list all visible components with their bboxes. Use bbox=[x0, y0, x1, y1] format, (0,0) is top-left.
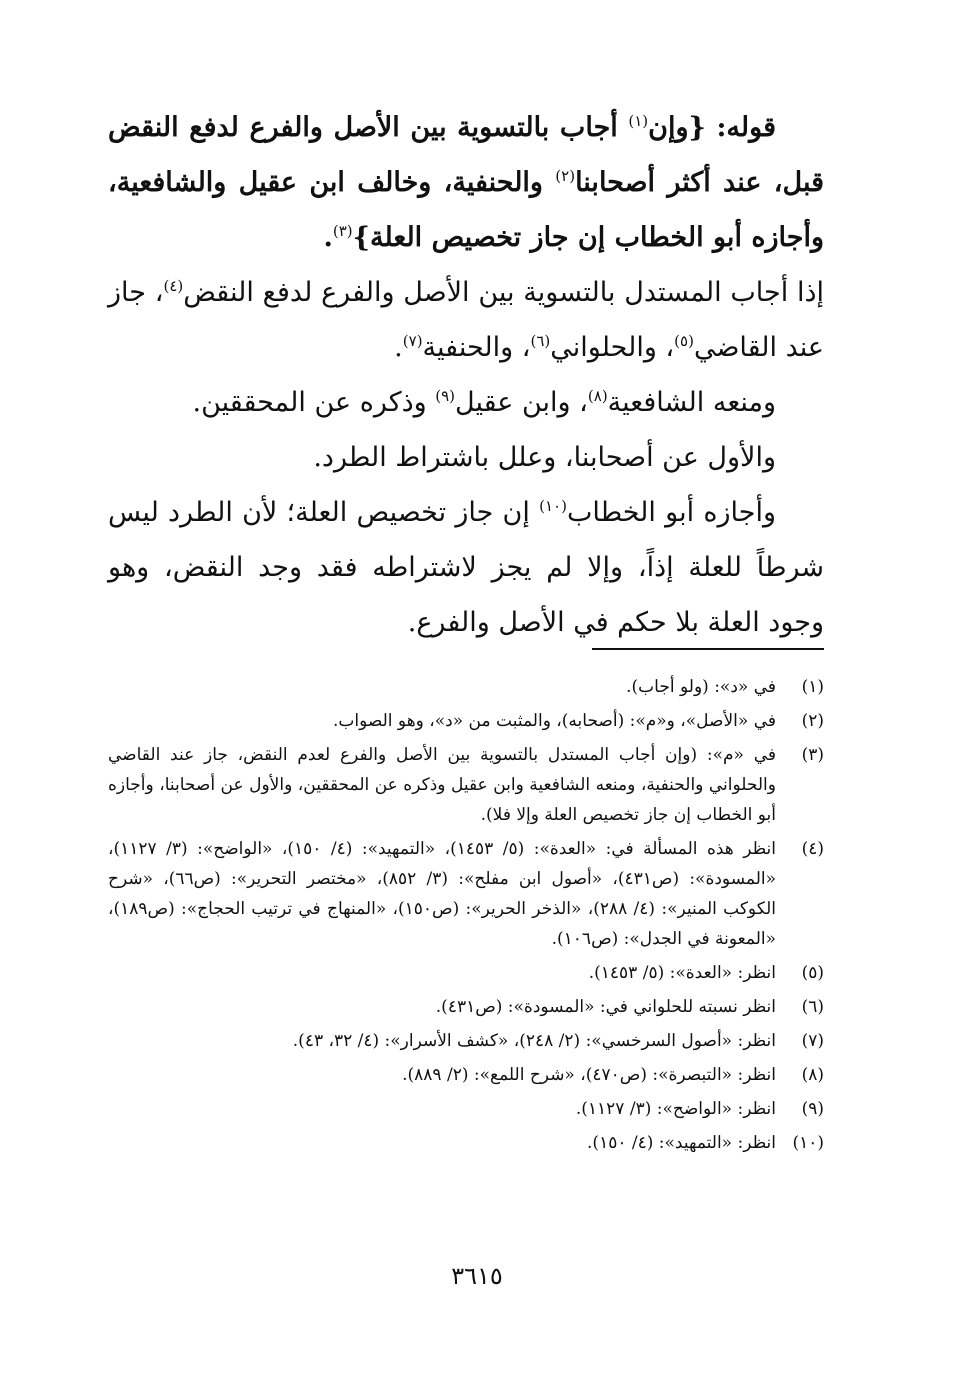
footnote-item bbox=[108, 672, 824, 702]
footnote-text: في «م»: (وإن أجاب المستدل بالتسوية بين الأصل والفرع لعدم النقض، جاز عند القاضي والحلواني والحنفية، ومنعه الشافعية وابن عقيل وذكره عن المحققين، والأول عن أصحابنا، وأجازه أبو الخطاب إن جاز تخصيص العلة وإلا فلا). bbox=[108, 745, 776, 825]
footnote-number: (٥) bbox=[801, 963, 824, 983]
footnote-item bbox=[108, 834, 824, 954]
text-run: ومنعه الشافعية bbox=[607, 387, 776, 418]
footnote-ref[interactable]: (٣) bbox=[332, 222, 353, 240]
footnote-text: في «د»: (ولو أجاب). bbox=[626, 677, 776, 697]
first-opinion-paragraph: والأول عن أصحابنا، وعلل باشتراط الطرد. bbox=[313, 442, 776, 473]
text-run: ، والحلواني bbox=[550, 332, 675, 363]
footnote-number: (٢) bbox=[801, 711, 824, 731]
opposition-paragraph bbox=[108, 375, 824, 430]
footnote-item bbox=[108, 1128, 824, 1158]
footnote-ref[interactable]: (٧) bbox=[402, 332, 423, 350]
text-run: ، وابن عقيل bbox=[455, 387, 588, 418]
page-number: ٣٦١٥ bbox=[451, 1262, 503, 1290]
footnote-number: (٦) bbox=[801, 997, 824, 1017]
footnote-ref[interactable]: (٩) bbox=[435, 387, 456, 405]
footnote-separator bbox=[592, 648, 824, 650]
footnote-ref[interactable]: (١٠) bbox=[539, 497, 567, 515]
footnote-text: انظر: «العدة»: (٥/ ١٤٥٣). bbox=[588, 963, 776, 983]
text-run: قوله: {وإن bbox=[648, 112, 776, 143]
text-run: إذا أجاب المستدل بالتسوية بين الأصل والفرع لدفع النقض bbox=[183, 277, 824, 308]
footnote-item bbox=[108, 1026, 824, 1056]
footnote-number: (١٠) bbox=[792, 1133, 824, 1153]
text-run: ، جاز عند القاضي bbox=[108, 277, 824, 363]
footnote-number: (٨) bbox=[801, 1065, 824, 1085]
text-run: والحنفية، وخالف ابن عقيل والشافعية، وأجازه أبو الخطاب إن جاز تخصيص العلة} bbox=[108, 167, 824, 253]
footnote-item bbox=[108, 706, 824, 736]
footnote-item bbox=[108, 958, 824, 988]
footnote-number: (١) bbox=[801, 677, 824, 697]
footnote-ref[interactable]: (٨) bbox=[587, 387, 608, 405]
footnote-item bbox=[108, 740, 824, 830]
text-run: وأجازه أبو الخطاب bbox=[566, 497, 776, 528]
footnote-text: انظر: «التبصرة»: (ص٤٧٠)، «شرح اللمع»: (٢/ ٨٨٩). bbox=[402, 1065, 776, 1085]
footnote-number: (٩) bbox=[801, 1099, 824, 1119]
text-run: وذكره عن المحققين. bbox=[192, 387, 436, 418]
footnote-number: (٣) bbox=[801, 745, 824, 765]
quoted-rule-paragraph bbox=[108, 100, 824, 265]
footnote-text: انظر: «الواضح»: (٣/ ١١٢٧). bbox=[575, 1099, 776, 1119]
footnote-number: (٤) bbox=[801, 839, 824, 859]
text-run: إن جاز تخصيص العلة؛ لأن الطرد ليس شرطاً للعلة إذاً، وإلا لم يجز لاشتراطه فقد وجد النقض، وهو وجود العلة بلا حكم في الأصل والفرع. bbox=[108, 497, 824, 638]
footnote-item bbox=[108, 1094, 824, 1124]
text-run: ، والحنفية bbox=[422, 332, 531, 363]
footnote-ref[interactable]: (٥) bbox=[674, 332, 694, 350]
text-run: . bbox=[323, 222, 333, 253]
main-text bbox=[108, 100, 824, 650]
footnote-ref[interactable]: (٦) bbox=[530, 332, 551, 350]
footnote-text: انظر هذه المسألة في: «العدة»: (٥/ ١٤٥٣)، «التمهيد»: (٤/ ١٥٠)، «الواضح»: (٣/ ١١٢٧)، «المسودة»: (ص٤٣١)، «أصول ابن مفلح»: (٣/ ٨٥٢)، «مختصر التحرير»: (ص٦٦)، «شرح الكوكب المنير»: (٤/ ٢٨٨)، «الذخر الحرير»: (ص١٥٠)، «المنهاج في ترتيب الحجاج»: (ص١٨٩)، «المعونة في الجدل»: (ص١٠٦). bbox=[108, 839, 777, 949]
footnote-ref[interactable]: (١) bbox=[628, 112, 649, 130]
abu-alkhattab-paragraph bbox=[108, 485, 824, 650]
explanation-paragraph bbox=[108, 265, 824, 375]
footnote-item bbox=[108, 1060, 824, 1090]
footnotes bbox=[108, 672, 824, 1162]
footnote-item bbox=[108, 992, 824, 1022]
footnote-ref[interactable]: (٤) bbox=[163, 277, 184, 295]
footnote-text: في «الأصل»، و«م»: (أصحابه)، والمثبت من «د»، وهو الصواب. bbox=[332, 711, 776, 731]
text-run: . bbox=[394, 332, 403, 363]
footnote-text: انظر نسبته للحلواني في: «المسودة»: (ص٤٣١). bbox=[435, 997, 776, 1017]
footnote-text: انظر: «التمهيد»: (٤/ ١٥٠). bbox=[587, 1133, 776, 1153]
footnote-text: انظر: «أصول السرخسي»: (٢/ ٢٤٨)، «كشف الأسرار»: (٤/ ٣٢، ٤٣). bbox=[292, 1031, 776, 1051]
text-run: أجاب بالتسوية بين الأصل والفرع لدفع النقض قبل، عند أكثر أصحابنا bbox=[108, 112, 824, 198]
footnote-number: (٧) bbox=[801, 1031, 824, 1051]
footnote-ref[interactable]: (٢) bbox=[555, 167, 576, 185]
